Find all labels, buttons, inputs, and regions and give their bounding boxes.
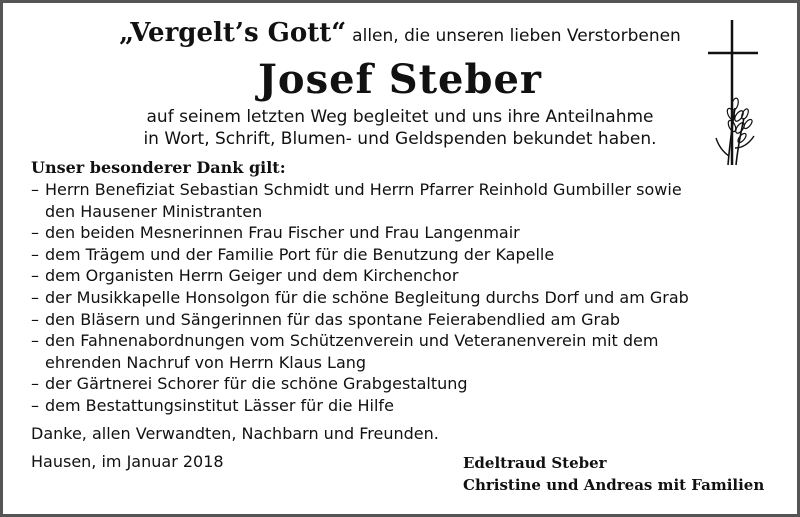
signature-line: Christine und Andreas mit Familien: [463, 476, 765, 494]
dash-bullet: –: [31, 309, 39, 329]
intro-line: auf seinem letzten Weg begleitet und uns ihre Anteilnahme: [146, 107, 654, 127]
dash-bullet: –: [31, 244, 39, 264]
thanks-item-line: der Gärtnerei Schorer für die schöne Grabgestaltung: [45, 374, 468, 394]
thanks-item: [31, 373, 781, 395]
thanks-item: [31, 395, 781, 417]
thanks-item: [31, 287, 781, 309]
thanks-item-line: den Bläsern und Sängerinnen für das spontane Feierabendlied am Grab: [45, 309, 621, 329]
closing-text: Danke, allen Verwandten, Nachbarn und Freunden.: [31, 424, 439, 443]
dash-bullet: –: [31, 223, 39, 243]
thanks-item-line: den Hausener Ministranten: [45, 201, 263, 221]
thanks-list: [31, 179, 781, 417]
dash-bullet: –: [31, 395, 39, 415]
signatures: [463, 452, 764, 496]
thanks-item-line: den beiden Mesnerinnen Frau Fischer und Frau Langenmair: [45, 223, 520, 243]
thanks-item-line: der Musikkapelle Honsolgon für die schöne Begleitung durchs Dorf und am Grab: [45, 287, 689, 307]
intro-line: in Wort, Schrift, Blumen- und Geldspenden bekundet haben.: [143, 129, 657, 149]
thanks-item: [31, 244, 781, 266]
dash-bullet: –: [31, 374, 39, 394]
thanks-item-line: dem Organisten Herrn Geiger und dem Kirchenchor: [45, 266, 459, 286]
thanks-item: [31, 222, 781, 244]
intro-text: [0, 106, 800, 150]
thanks-item: [31, 179, 781, 222]
thanks-item: [31, 309, 781, 331]
deceased-name: Josef Steber: [257, 56, 542, 103]
thanks-item-line: den Fahnenabordnungen vom Schützenverein und Veteranenverein mit dem: [45, 331, 659, 351]
thanks-item-line: dem Trägem und der Familie Port für die Benutzung der Kapelle: [45, 244, 555, 264]
vergelts-gott-text: „Vergelt’s Gott“: [119, 18, 347, 48]
dash-bullet: –: [31, 266, 39, 286]
headline-rest: allen, die unseren lieben Verstorbenen: [352, 26, 681, 46]
thanks-item: [31, 330, 781, 373]
signature-line: Edeltraud Steber: [463, 454, 607, 472]
cross-with-wheat-icon: [702, 20, 762, 170]
thanks-heading: Unser besonderer Dank gilt:: [31, 158, 286, 177]
thanks-item-line: Herrn Benefiziat Sebastian Schmidt und Herrn Pfarrer Reinhold Gumbiller sowie: [45, 180, 682, 199]
thanks-item-line: ehrenden Nachruf von Herrn Klaus Lang: [45, 352, 367, 372]
dash-bullet: –: [31, 180, 39, 199]
place-date: Hausen, im Januar 2018: [31, 452, 224, 471]
dash-bullet: –: [31, 287, 39, 307]
thanks-item-line: dem Bestattungsinstitut Lässer für die Hilfe: [45, 395, 394, 415]
dash-bullet: –: [31, 331, 39, 351]
thanks-item: [31, 265, 781, 287]
headline: [0, 18, 800, 48]
